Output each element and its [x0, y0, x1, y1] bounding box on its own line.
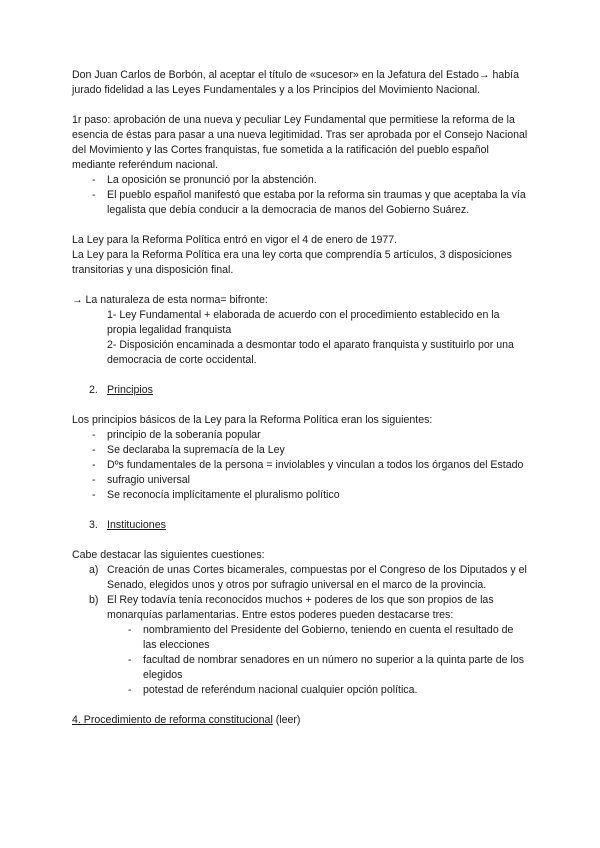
naturaleza-heading: → La naturaleza de esta norma= bifronte: [72, 294, 268, 306]
list-item: - potestad de referéndum nacional cualquier opción política. [128, 684, 418, 696]
naturaleza-item-1: 1- Ley Fundamental + elaborada de acuerdo con el procedimiento establecido en la propia legalidad franquista [107, 309, 500, 336]
naturaleza-item-2: 2- Disposición encaminada a desmontar todo el aparato franquista y sustituirlo por una democracia de corte occidental. [107, 339, 514, 366]
list-item: - Dºs fundamentales de la persona = inviolables y vinculan a todos los órganos del Estado [92, 459, 524, 471]
section-number: 3. [89, 519, 98, 531]
dash-marker: - [128, 654, 132, 666]
item-marker: b) [89, 594, 99, 606]
dash-marker: - [92, 429, 96, 441]
list-item: - La oposición se pronunció por la abstención. [92, 174, 317, 186]
dash-marker: - [128, 684, 132, 696]
paso1-list [72, 173, 528, 218]
principios-intro: Los principios básicos de la Ley para la Reforma Política eran los siguientes: [72, 414, 433, 426]
list-item: - Se declaraba la supremacía de la Ley [92, 444, 285, 456]
list-item: - principio de la soberanía popular [92, 429, 261, 441]
inst-item-a: a) Creación de unas Cortes bicamerales, compuestas por el Congreso de los Diputados y el Senado, elegidos unos y otros por sufragio universal en el marco de la provincia. [89, 564, 527, 591]
list-item: - El pueblo español manifestó que estaba por la reforma sin traumas y que aceptaba la vía legalista que debía conducir a la democracia de manos del Gobierno Suárez. [92, 189, 526, 216]
document-page [72, 68, 528, 728]
principios-list [72, 428, 528, 503]
dash-marker: - [128, 624, 132, 636]
intro-paragraph: Don Juan Carlos de Borbón, al aceptar el título de «sucesor» en la Jefatura del Estado→ había jurado fidelidad a las Leyes Fundamentales y a los Principios del Movimiento Nacional. [72, 69, 519, 96]
item-marker: a) [89, 564, 99, 576]
section-title: Instituciones [107, 519, 166, 531]
poderes-list [72, 623, 528, 698]
inst-item-b: b) El Rey todavía tenía reconocidos muchos + poderes de los que son propios de las monarquías parlamentarias. Entre estos poderes pueden destacarse tres: [89, 594, 494, 621]
dash-marker: - [92, 489, 96, 501]
section-2-heading [72, 383, 528, 398]
section-note: (leer) [272, 714, 301, 726]
section-title: 4. Procedimiento de reforma constitucional [72, 714, 273, 726]
dash-marker: - [92, 174, 96, 186]
dash-marker: - [92, 444, 96, 456]
list-item: - nombramiento del Presidente del Gobierno, teniendo en cuenta el resultado de las elecciones [128, 624, 514, 651]
instituciones-intro: Cabe destacar las siguientes cuestiones: [72, 549, 265, 561]
paso1-paragraph: 1r paso: aprobación de una nueva y peculiar Ley Fundamental que permitiese la reforma de la esencia de éstas para pasar a una nueva legitimidad. Tras ser aprobada por el Consejo Nacional del Movimiento y las Cortes franquistas, fue sometida a la ratificación del pueblo español mediante referéndum nacional. [72, 114, 528, 171]
dash-marker: - [92, 459, 96, 471]
dash-marker: - [92, 189, 96, 201]
list-item: - sufragio universal [92, 474, 191, 486]
section-3-heading [72, 518, 528, 533]
ley-vigor-paragraph: La Ley para la Reforma Política entró en vigor el 4 de enero de 1977. [72, 234, 398, 246]
section-4-heading [72, 713, 528, 728]
list-item: - facultad de nombrar senadores en un número no superior a la quinta parte de los elegidos [128, 654, 525, 681]
ley-corta-paragraph: La Ley para la Reforma Política era una ley corta que comprendía 5 artículos, 3 disposiciones transitorias y una disposición final. [72, 249, 512, 276]
section-number: 2. [89, 384, 98, 396]
dash-marker: - [92, 474, 96, 486]
section-title: Principios [107, 384, 153, 396]
list-item: - Se reconocía implícitamente el pluralismo político [92, 489, 340, 501]
